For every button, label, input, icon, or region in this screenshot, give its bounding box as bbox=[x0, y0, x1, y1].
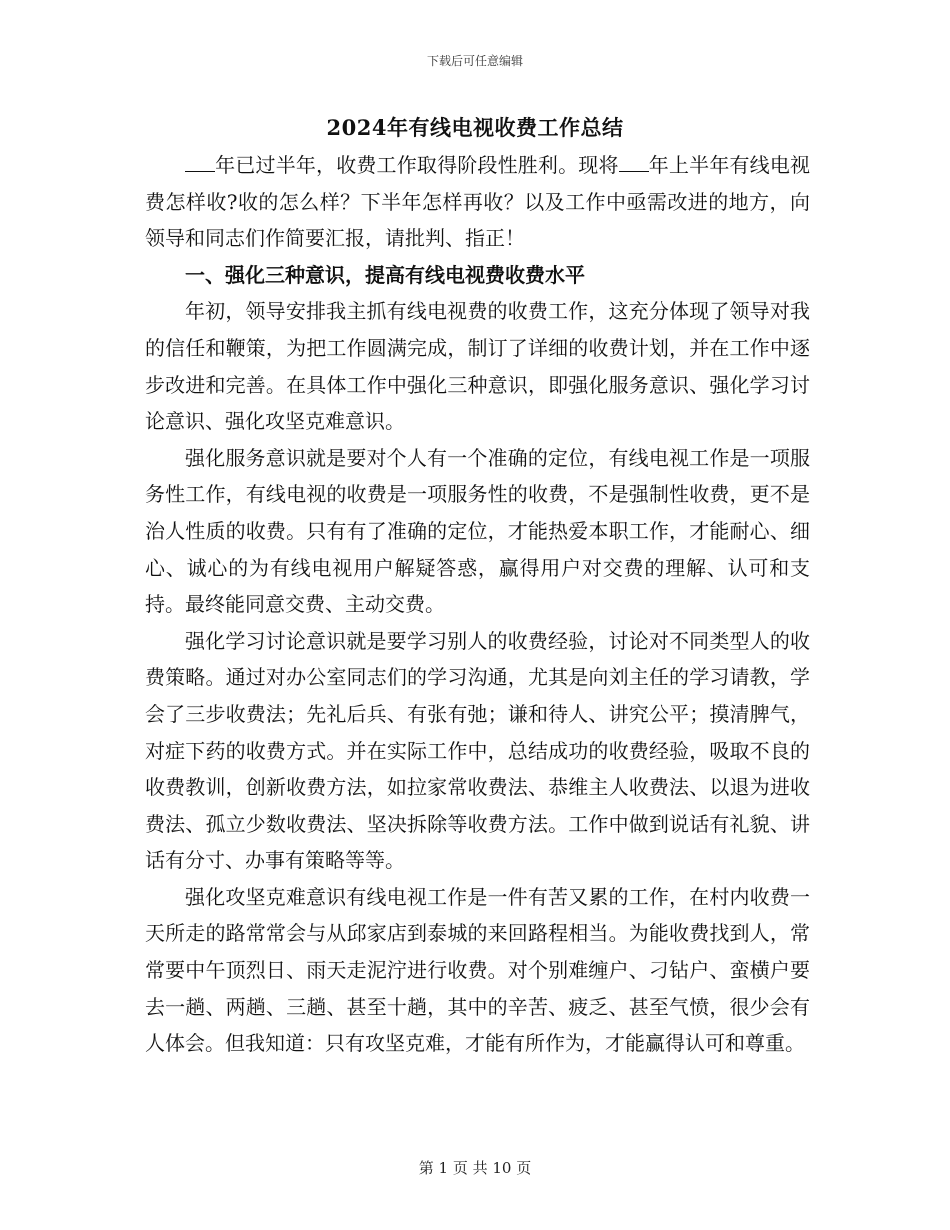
body-paragraph: 强化攻坚克难意识有线电视工作是一件有苦又累的工作，在村内收费一天所走的路常常会与从邱家店到泰城的来回路程相当。为能收费找到人，常常要中午顶烈日、雨天走泥泞进行收费。对个别难缠户、刁钻户、蛮横户要去一趟、两趟、三趟、甚至十趟，其中的辛苦、疲乏、甚至气愤，很少会有人体会。但我知道：只有攻坚克难，才能有所作为，才能赢得认可和尊重。 bbox=[145, 884, 810, 1056]
intro-text-part1: 年已过半年，收费工作取得阶段性胜利。现将 bbox=[215, 153, 619, 177]
intro-paragraph bbox=[145, 147, 810, 257]
body-paragraph: 强化学习讨论意识就是要学习别人的收费经验，讨论对不同类型人的收费策略。通过对办公室同志们的学习沟通，尤其是向刘主任的学习请教，学会了三步收费法；先礼后兵、有张有弛；谦和待人、讲究公平；摸清脾气，对症下药的收费方式。并在实际工作中，总结成功的收费经验，吸取不良的收费教训，创新收费方法，如拉家常收费法、恭维主人收费法、以退为进收费法、孤立少数收费法、坚决拆除等收费方法。工作中做到说话有礼貌、讲话有分寸、办事有策略等等。 bbox=[145, 628, 810, 873]
body-paragraph: 年初，领导安排我主抓有线电视费的收费工作，这充分体现了领导对我的信任和鞭策，为把工作圆满完成，制订了详细的收费计划，并在工作中逐步改进和完善。在具体工作中强化三种意识，即强化服务意识、强化学习讨论意识、强化攻坚克难意识。 bbox=[145, 299, 810, 434]
page-number: 第 1 页 共 10 页 bbox=[418, 1159, 532, 1177]
document-body bbox=[145, 147, 810, 1062]
year-blank bbox=[185, 153, 215, 172]
year-blank bbox=[619, 153, 649, 172]
document-title: 2024年有线电视收费工作总结 bbox=[326, 115, 624, 140]
section-heading: 一、强化三种意识，提高有线电视费收费水平 bbox=[185, 262, 585, 287]
intro-text-part2: 年上半年有线电视费怎样收?收的怎么样？下半年怎样再收？以及工作中亟需改进的地方，向领导和同志们作简要汇报，请批判、指正！ bbox=[145, 153, 811, 251]
page-header-note: 下载后可任意编辑 bbox=[426, 54, 523, 68]
body-paragraph: 强化服务意识就是要对个人有一个准确的定位，有线电视工作是一项服务性工作，有线电视的收费是一项服务性的收费，不是强制性收费，更不是治人性质的收费。只有有了准确的定位，才能热爱本职工作，才能耐心、细心、诚心的为有线电视用户解疑答惑，赢得用户对交费的理解、认可和支持。最终能同意交费、主动交费。 bbox=[145, 445, 810, 617]
